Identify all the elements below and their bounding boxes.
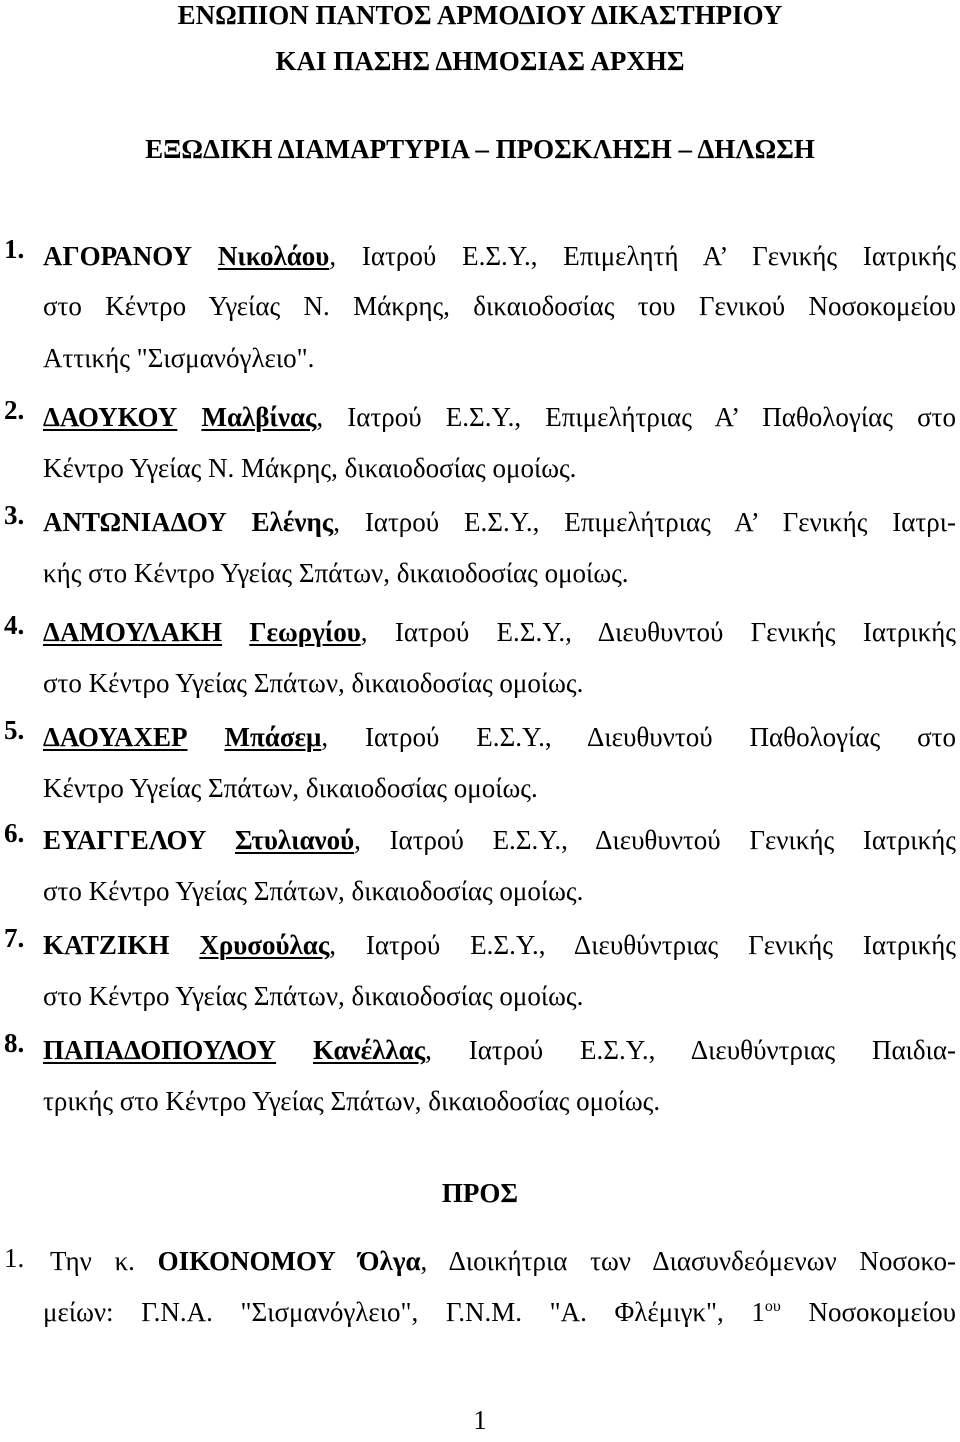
party-2-firstname: Μαλβίνας bbox=[201, 402, 317, 432]
recipient-1-line-1 bbox=[50, 1243, 956, 1279]
party-8-surname: ΠΑΠΑΔΟΠΟΥΛΟΥ bbox=[43, 1035, 277, 1065]
party-3-firstname: Ελένης bbox=[251, 507, 334, 537]
party-7-firstname: Χρυσούλας bbox=[199, 930, 330, 960]
party-2-surname: ΔΑΟΥΚΟΥ bbox=[43, 402, 178, 432]
party-1-line-2: στο Κέντρο Υγείας Ν. Μάκρης, δικαιοδοσίας του Γενικού Νοσοκομείου bbox=[43, 291, 956, 321]
party-7-line-1 bbox=[43, 927, 956, 963]
recipient-1-title: , Διοικήτρια των Διασυνδεόμενων Νοσοκο- bbox=[420, 1246, 956, 1276]
party-5-title: , Ιατρού Ε.Σ.Υ., Διευθυντού Παθολογίας στο bbox=[321, 722, 956, 752]
recipient-1-name: ΟΙΚΟΝΟΜΟΥ Όλγα bbox=[157, 1246, 421, 1276]
party-6-line-1 bbox=[43, 822, 956, 858]
header-line-2: ΚΑΙ ΠΑΣΗΣ ΔΗΜΟΣΙΑΣ ΑΡΧΗΣ bbox=[275, 46, 685, 76]
party-7-title: , Ιατρού Ε.Σ.Υ., Διευθύντριας Γενικής Ιατρικής bbox=[329, 930, 956, 960]
party-2-title: , Ιατρού Ε.Σ.Υ., Επιμελήτριας Α’ Παθολογίας στο bbox=[316, 402, 956, 432]
party-2-line-1 bbox=[43, 399, 956, 435]
recipient-1-number: 1. bbox=[4, 1243, 25, 1273]
party-4-number: 4. bbox=[4, 610, 25, 640]
party-4-line-1 bbox=[43, 614, 956, 650]
party-5-surname: ΔΑΟΥΑΧΕΡ bbox=[43, 722, 188, 752]
party-8-firstname: Κανέλλας bbox=[312, 1035, 426, 1065]
pros-heading: ΠΡΟΣ bbox=[441, 1178, 519, 1208]
party-3-surname: ΑΝΤΩΝΙΑΔΟΥ bbox=[43, 507, 227, 537]
party-1-surname: ΑΓΟΡΑΝΟΥ bbox=[43, 241, 193, 271]
party-3-line-2: κής στο Κέντρο Υγείας Σπάτων, δικαιοδοσίας ομοίως. bbox=[43, 558, 629, 588]
party-4-line-2: στο Κέντρο Υγείας Σπάτων, δικαιοδοσίας ομοίως. bbox=[43, 668, 584, 698]
party-2-line-2: Κέντρο Υγείας Ν. Μάκρης, δικαιοδοσίας ομοίως. bbox=[43, 453, 577, 483]
party-7-number: 7. bbox=[4, 923, 25, 953]
party-6-firstname: Στυλιανού bbox=[235, 825, 355, 855]
party-5-firstname: Μπάσεμ bbox=[224, 722, 322, 752]
party-1-line-1 bbox=[43, 238, 956, 274]
party-4-firstname: Γεωργίου bbox=[249, 617, 361, 647]
document-title: ΕΞΩΔΙΚΗ ΔΙΑΜΑΡΤΥΡΙΑ – ΠΡΟΣΚΛΗΣΗ – ΔΗΛΩΣΗ bbox=[145, 134, 815, 164]
party-5-line-1 bbox=[43, 719, 956, 755]
party-8-line-2: τρικής στο Κέντρο Υγείας Σπάτων, δικαιοδοσίας ομοίως. bbox=[43, 1086, 661, 1116]
party-6-line-2: στο Κέντρο Υγείας Σπάτων, δικαιοδοσίας ομοίως. bbox=[43, 876, 584, 906]
party-8-title: , Ιατρού Ε.Σ.Υ., Διευθύντριας Παιδια- bbox=[425, 1035, 956, 1065]
party-5-line-2: Κέντρο Υγείας Σπάτων, δικαιοδοσίας ομοίως. bbox=[43, 773, 538, 803]
recipient-1-line-2-text: μείων: Γ.Ν.Α. "Σισμανόγλειο", Γ.Ν.Μ. "Α. Φλέμιγκ", 1 bbox=[43, 1297, 765, 1327]
recipient-1-line-2 bbox=[43, 1294, 956, 1330]
party-4-surname: ΔΑΜΟΥΛΑΚΗ bbox=[43, 617, 222, 647]
recipient-1-prefix: Την κ. bbox=[50, 1246, 135, 1276]
page-number: 1 bbox=[473, 1405, 487, 1435]
party-6-title: , Ιατρού Ε.Σ.Υ., Διευθυντού Γενικής Ιατρικής bbox=[354, 825, 956, 855]
party-5-number: 5. bbox=[4, 715, 25, 745]
party-7-surname: ΚΑΤΖΙΚΗ bbox=[43, 930, 170, 960]
party-1-firstname: Νικολάου bbox=[217, 241, 330, 271]
party-8-number: 8. bbox=[4, 1028, 25, 1058]
superscript-ou: ου bbox=[764, 1298, 781, 1315]
header-line-1: ΕΝΩΠΙΟΝ ΠΑΝΤΟΣ ΑΡΜΟΔΙΟΥ ΔΙΚΑΣΤΗΡΙΟΥ bbox=[177, 0, 783, 30]
party-6-number: 6. bbox=[4, 818, 25, 848]
party-6-surname: ΕΥΑΓΓΕΛΟΥ bbox=[43, 825, 207, 855]
party-1-number: 1. bbox=[4, 234, 25, 264]
party-7-line-2: στο Κέντρο Υγείας Σπάτων, δικαιοδοσίας ομοίως. bbox=[43, 981, 584, 1011]
party-1-title: , Ιατρού Ε.Σ.Υ., Επιμελητή Α’ Γενικής Ιατρικής bbox=[329, 241, 956, 271]
party-1-line-3: Αττικής "Σισμανόγλειο". bbox=[43, 343, 315, 373]
party-4-title: , Ιατρού Ε.Σ.Υ., Διευθυντού Γενικής Ιατρικής bbox=[360, 617, 956, 647]
party-3-title: , Ιατρού Ε.Σ.Υ., Επιμελήτριας Α’ Γενικής Ιατρι- bbox=[333, 507, 956, 537]
party-3-number: 3. bbox=[4, 500, 25, 530]
party-3-line-1 bbox=[43, 504, 956, 540]
party-8-line-1 bbox=[43, 1032, 956, 1068]
party-2-number: 2. bbox=[4, 395, 25, 425]
recipient-1-line-2-end: Νοσοκομείου bbox=[780, 1297, 956, 1327]
